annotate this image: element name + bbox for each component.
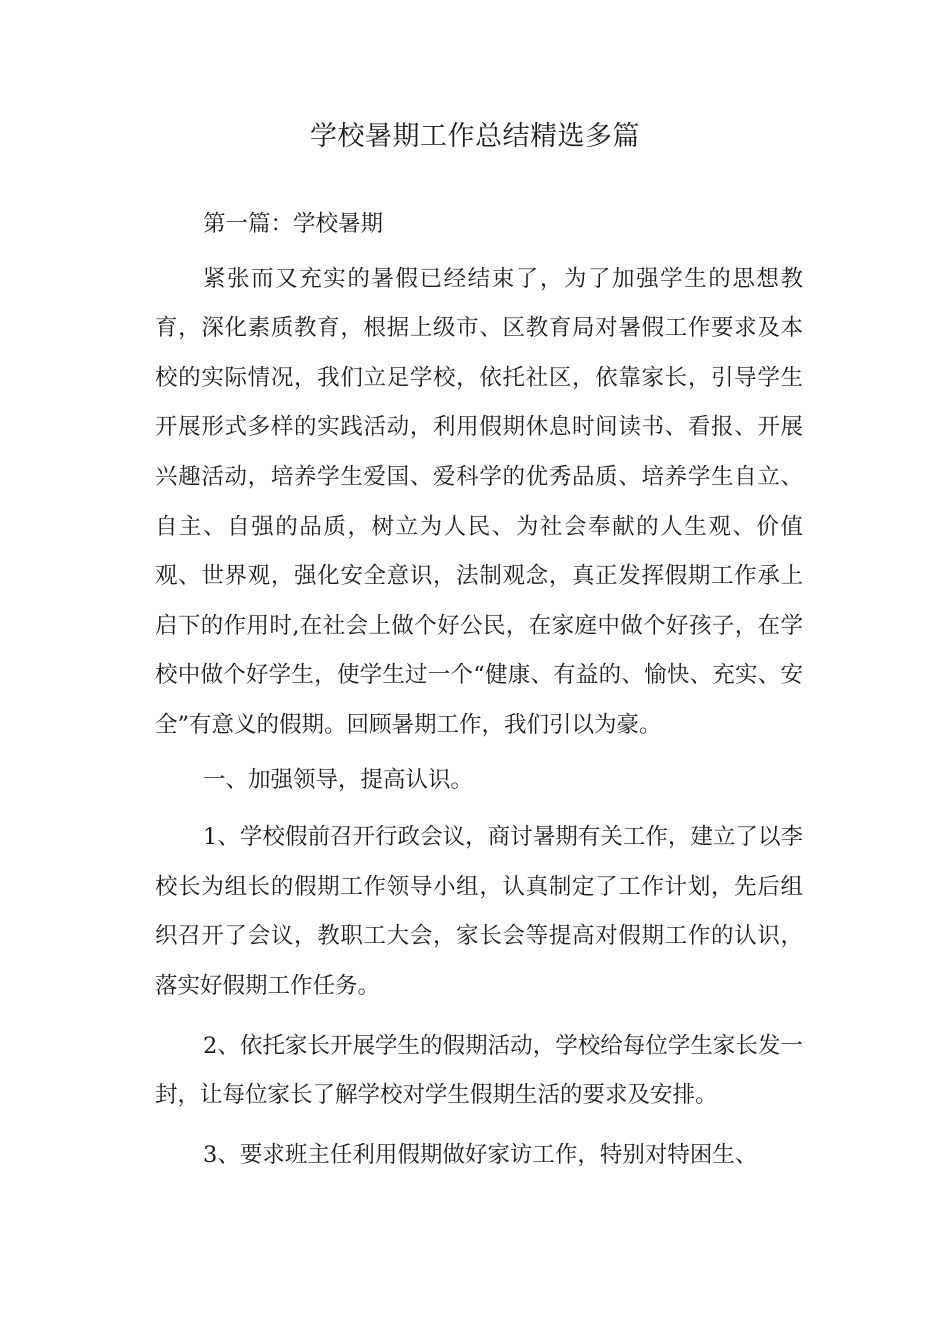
subheading-leadership: 一、加强领导，提高认识。 [203, 766, 474, 793]
list-item-2: 2、依托家长开展学生的假期活动，学校给每位学生家长发一封，让每位家长了解学校对学生假期生活的要求及安排。 [155, 1032, 803, 1109]
list-item-1: 1、学校假前召开行政会议，商讨暑期有关工作，建立了以李校长为组长的假期工作领导小组，认真制定了工作计划，先后组织召开了会议，教职工大会，家长会等提高对假期工作的认识，落实好假期工作任务。 [155, 824, 803, 999]
document-title: 学校暑期工作总结精选多篇 [310, 121, 640, 152]
list-item-3: 3、要求班主任利用假期做好家访工作，特别对特困生、 [203, 1141, 758, 1168]
document-body [155, 200, 803, 1180]
intro-paragraph: 紧张而又充实的暑假已经结束了，为了加强学生的思想教育，深化素质教育，根据上级市、区教育局对暑假工作要求及本校的实际情况，我们立足学校，依托社区，依靠家长，引导学生开展形式多样的实践活动，利用假期休息时间读书、看报、开展兴趣活动，培养学生爱国、爱科学的优秀品质、培养学生自立、自主、自强的品质，树立为人民、为社会奉献的人生观、价值观、世界观，强化安全意识，法制观念，真正发挥假期工作承上启下的作用时,在社会上做个好公民，在家庭中做个好孩子，在学校中做个好学生，使学生过一个“健康、有益的、愉快、充实、安全”有意义的假期。回顾暑期工作，我们引以为豪。 [155, 265, 803, 738]
section-heading-part-one: 第一篇：学校暑期 [203, 211, 384, 237]
